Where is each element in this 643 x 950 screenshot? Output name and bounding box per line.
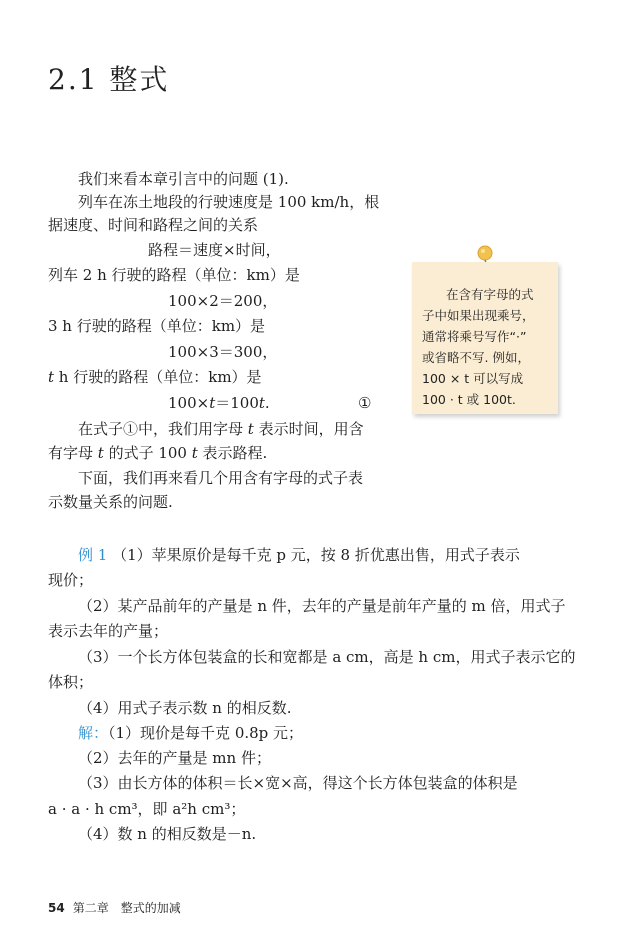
intro-paragraph-2b: 据速度、时间和路程之间的关系 (48, 216, 259, 234)
line-th (48, 366, 262, 389)
var-t: t (247, 420, 254, 438)
calc-3h: 100×3＝300， (168, 343, 278, 361)
solution-s3a: （3）由长方体的体积＝长×宽×高，得这个长方体包装盒的体积是 (78, 774, 518, 792)
note-line: 通常将乘号写作“·” (422, 329, 527, 344)
p3a-text-2: 表示时间，用含 (253, 420, 364, 438)
solution-s1 (78, 722, 303, 745)
calc-2h: 100×2＝200， (168, 292, 278, 310)
example-q1a (78, 544, 520, 567)
line-3h: 3 h 行驶的路程（单位：km）是 (48, 317, 266, 335)
example-q3a: （3）一个长方体包装盒的长和宽都是 a cm，高是 h cm，用式子表示它的 (78, 648, 576, 666)
example-q3b: 体积； (48, 673, 94, 691)
pushpin-icon (475, 244, 495, 264)
var-t: t (48, 368, 55, 386)
calc-t-end: . (264, 394, 270, 412)
var-t: t (209, 394, 216, 412)
solution-label: 解： (78, 724, 109, 742)
solution-s1-text: （1）现价是每千克 0.8p 元； (108, 724, 304, 742)
solution-s2: （2）去年的产量是 mn 件； (78, 749, 271, 767)
p3b-text-3: 表示路程. (197, 444, 268, 462)
intro-paragraph-4b: 示数量关系的问题. (48, 493, 173, 511)
formula-line: 路程＝速度×时间， (148, 241, 281, 259)
margin-note-text (422, 284, 552, 410)
intro-paragraph-3a (78, 418, 364, 441)
chapter-title: 第二章 整式的加减 (72, 901, 181, 915)
solution-s4: （4）数 n 的相反数是－n. (78, 825, 257, 843)
example-q1b: 现价； (48, 571, 94, 589)
p3a-text-1: 在式子①中，我们用字母 (78, 420, 248, 438)
equation-marker: ① (358, 394, 372, 412)
line-th-text: h 行驶的路程（单位：km）是 (54, 368, 262, 386)
p3b-text-2: 的式子 100 (103, 444, 192, 462)
solution-s3b: a · a · h cm³，即 a²h cm³； (48, 800, 246, 818)
example-q2a: （2）某产品前年的产量是 n 件，去年的产量是前年产量的 m 倍，用式子 (78, 597, 566, 615)
margin-note (412, 262, 558, 414)
note-line: 或省略不写. 例如， (422, 350, 530, 365)
example-label: 例 1 (78, 546, 108, 564)
example-q2b: 表示去年的产量； (48, 622, 169, 640)
section-title: 2.1 整式 (48, 63, 170, 96)
calc-t (168, 392, 270, 415)
var-t: t (191, 444, 198, 462)
note-line: 子中如果出现乘号， (422, 308, 535, 323)
note-line: 在含有字母的式 (446, 287, 534, 302)
intro-paragraph-2a: 列车在冻土地段的行驶速度是 100 km/h，根 (78, 193, 380, 211)
note-line: 100 × t 可以写成 (422, 371, 524, 386)
example-q4: （4）用式子表示数 n 的相反数. (78, 699, 292, 717)
calc-t-part-a: 100× (168, 394, 210, 412)
page-number: 54 (48, 901, 65, 915)
intro-paragraph-1: 我们来看本章引言中的问题 (1). (78, 170, 289, 188)
var-t: t (258, 394, 265, 412)
calc-t-part-b: ＝100 (215, 394, 259, 412)
p3b-text-1: 有字母 (48, 444, 98, 462)
page-footer (48, 899, 181, 916)
note-line: 100 · t 或 100t. (422, 392, 516, 407)
var-t: t (97, 444, 104, 462)
intro-paragraph-4a: 下面，我们再来看几个用含有字母的式子表 (78, 469, 364, 487)
example-q1a-text: （1）苹果原价是每千克 p 元，按 8 折优惠出售，用式子表示 (112, 546, 520, 564)
intro-paragraph-3b (48, 442, 267, 465)
line-2h: 列车 2 h 行驶的路程（单位：km）是 (48, 266, 300, 284)
